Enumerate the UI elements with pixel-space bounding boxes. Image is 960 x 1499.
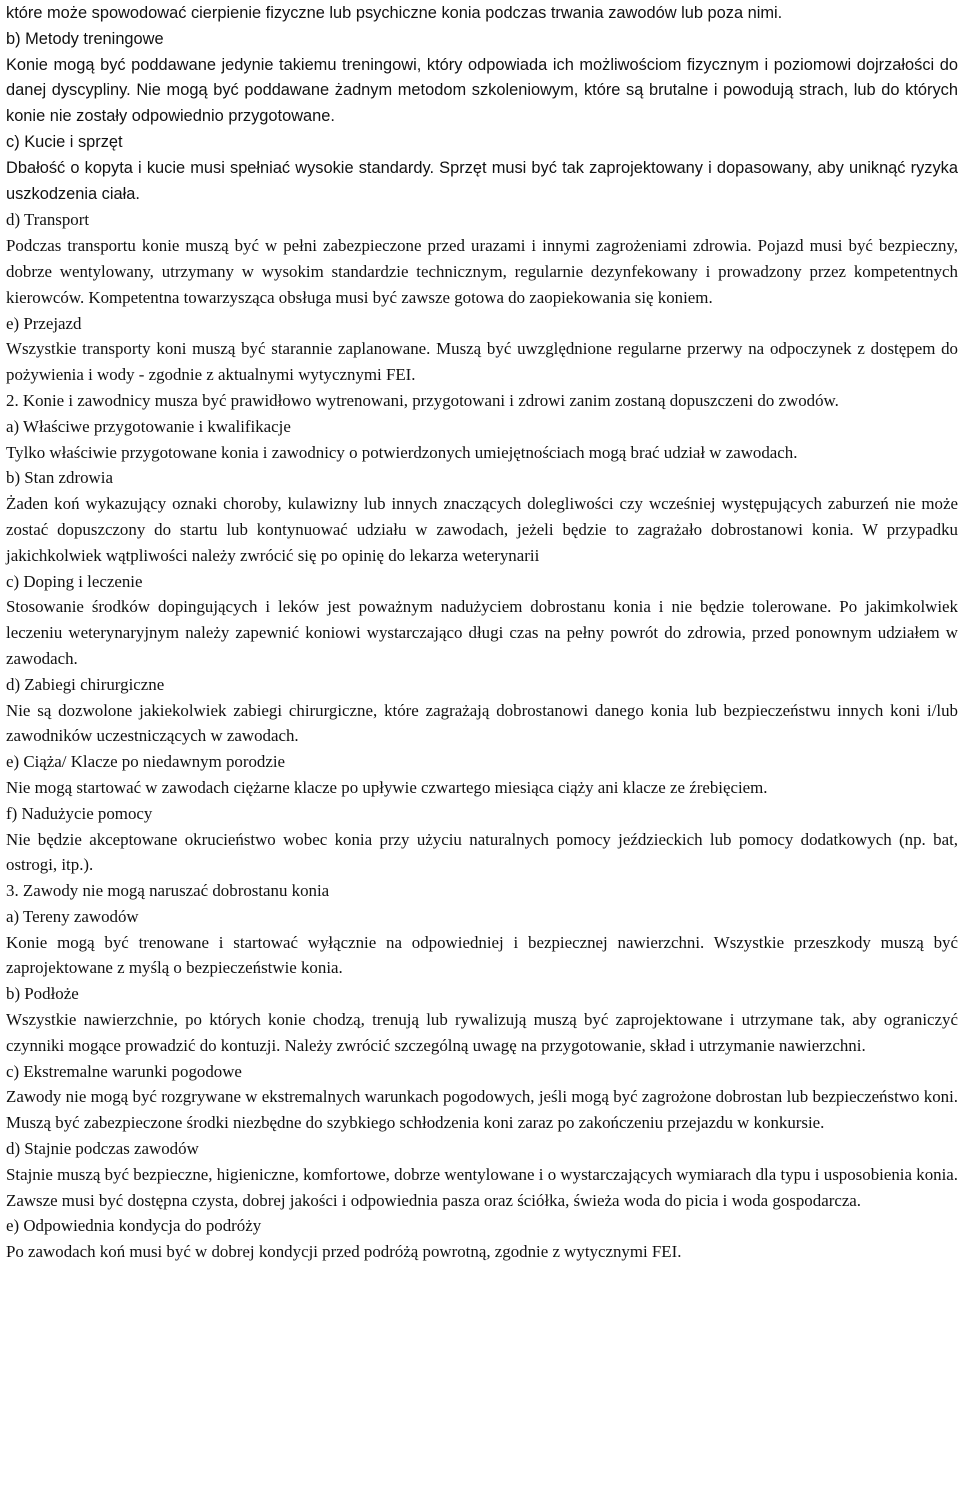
body-paragraph: Nie będzie akceptowane okrucieństwo wobec konia przy użyciu naturalnych pomocy jeździeckich lub pomocy dodatkowych (np. bat, ostrogi, itp.). <box>6 829 958 875</box>
section-heading: f) Nadużycie pomocy <box>6 803 153 823</box>
section-heading: b) Metody treningowe <box>6 29 164 48</box>
body-paragraph: Stajnie muszą być bezpieczne, higieniczne, komfortowe, dobrze wentylowane i o wystarczających wymiarach dla typu i usposobienia konia. Zawsze musi być dostępna czysta, dobrej jakości i odpowiednia pasza oraz ściółka, świeża woda do picia i woda gospodarcza. <box>6 1164 958 1210</box>
body-paragraph: Tylko właściwie przygotowane konia i zawodnicy o potwierdzonych umiejętnościach mogą brać udział w zawodach. <box>6 442 798 462</box>
section-heading: b) Podłoże <box>6 984 79 1004</box>
section-heading: c) Kucie i sprzęt <box>6 132 123 151</box>
body-paragraph: Dbałość o kopyta i kucie musi spełniać wysokie standardy. Sprzęt musi być tak zaprojektowany i dopasowany, aby uniknąć ryzyka uszkodzenia ciała. <box>6 158 958 203</box>
body-paragraph: Stosowanie środków dopingujących i leków jest poważnym nadużyciem dobrostanu konia i nie będzie tolerowane. Po jakimkolwiek leczeniu weterynaryjnym należy zapewnić koniowi wystarczająco długi czas na pełny powrót do zdrowia, przed ponownym udziałem w zawodach. <box>6 597 958 668</box>
section-heading: e) Przejazd <box>6 313 82 333</box>
document-page <box>6 1 958 1265</box>
body-paragraph: Nie są dozwolone jakiekolwiek zabiegi chirurgiczne, które zagrażają dobrostanowi danego konia lub bezpieczeństwu innych koni i/lub zawodników uczestniczących w zawodach. <box>6 700 958 746</box>
section-heading: b) Stan zdrowia <box>6 468 113 488</box>
body-paragraph: Żaden koń wykazujący oznaki choroby, kulawizny lub innych znaczących dolegliwości czy wcześniej występujących zaburzeń nie może zostać dopuszczony do startu lub kontynuować udziału w zawodach, jeżeli będzie to zagrażało dobrostanowi konia. W przypadku jakichkolwiek wątpliwości należy zwrócić się po opinię do lekarza weterynarii <box>6 494 958 565</box>
body-paragraph: Wszystkie nawierzchnie, po których konie chodzą, trenują lub rywalizują muszą być zaprojektowane i utrzymane tak, aby ograniczyć czynniki mogące prowadzić do kontuzji. Należy zwrócić szczególną uwagę na przygotowanie, skład i utrzymanie nawierzchni. <box>6 1010 958 1055</box>
body-paragraph: Konie mogą być poddawane jedynie takiemu treningowi, który odpowiada ich możliwościom fizycznym i poziomowi dojrzałości do danej dyscypliny. Nie mogą być poddawane żadnym metodom szkoleniowym, które są brutalne i powodują strach, lub do których konie nie zostały odpowiednio przygotowane. <box>6 55 958 126</box>
body-paragraph: Zawody nie mogą być rozgrywane w ekstremalnych warunkach pogodowych, jeśli mogą być zagrożone dobrostan lub bezpieczeństwo koni. Muszą być zabezpieczone środki niezbędne do szybkiego schłodzenia koni zaraz po zakończeniu przejazdu w konkursie. <box>6 1087 958 1133</box>
section-heading: 3. Zawody nie mogą naruszać dobrostanu konia <box>6 881 330 901</box>
section-heading: e) Odpowiednia kondycja do podróży <box>6 1216 262 1236</box>
section-heading: e) Ciąża/ Klacze po niedawnym porodzie <box>6 752 286 772</box>
section-heading: a) Właściwe przygotowanie i kwalifikacje <box>6 416 291 436</box>
section-heading: c) Doping i leczenie <box>6 571 143 591</box>
body-paragraph: które może spowodować cierpienie fizyczne lub psychiczne konia podczas trwania zawodów lub poza nimi. <box>6 4 783 22</box>
section-heading: d) Transport <box>6 210 90 230</box>
section-heading: c) Ekstremalne warunki pogodowe <box>6 1061 242 1081</box>
body-paragraph: Nie mogą startować w zawodach ciężarne klacze po upływie czwartego miesiąca ciąży ani klacze ze źrebięciem. <box>6 777 768 797</box>
section-heading: a) Tereny zawodów <box>6 906 139 926</box>
body-paragraph: Podczas transportu konie muszą być w pełni zabezpieczone przed urazami i innymi zagrożeniami zdrowia. Pojazd musi być bezpieczny, dobrze wentylowany, utrzymany w wysokim standardzie technicznym, regularnie dezynfekowany i prowadzony przez kompetentnych kierowców. Kompetentna towarzysząca obsługa musi być zawsze gotowa do zaopiekowania się koniem. <box>6 236 958 307</box>
body-paragraph: Wszystkie transporty koni muszą być starannie zaplanowane. Muszą być uwzględnione regularne przerwy na odpoczynek z dostępem do pożywienia i wody - zgodnie z aktualnymi wytycznymi FEI. <box>6 339 958 385</box>
body-paragraph: Po zawodach koń musi być w dobrej kondycji przed podróżą powrotną, zgodnie z wytycznymi FEI. <box>6 1242 682 1262</box>
section-heading: d) Stajnie podczas zawodów <box>6 1139 199 1159</box>
body-paragraph: Konie mogą być trenowane i startować wyłącznie na odpowiedniej i bezpiecznej nawierzchni. Wszystkie przeszkody muszą być zaprojektowane z myślą o bezpieczeństwie konia. <box>6 932 958 978</box>
body-paragraph: 2. Konie i zawodnicy musza być prawidłowo wytrenowani, przygotowani i zdrowi zanim zostaną dopuszczeni do zwodów. <box>6 390 839 410</box>
section-heading: d) Zabiegi chirurgiczne <box>6 674 165 694</box>
